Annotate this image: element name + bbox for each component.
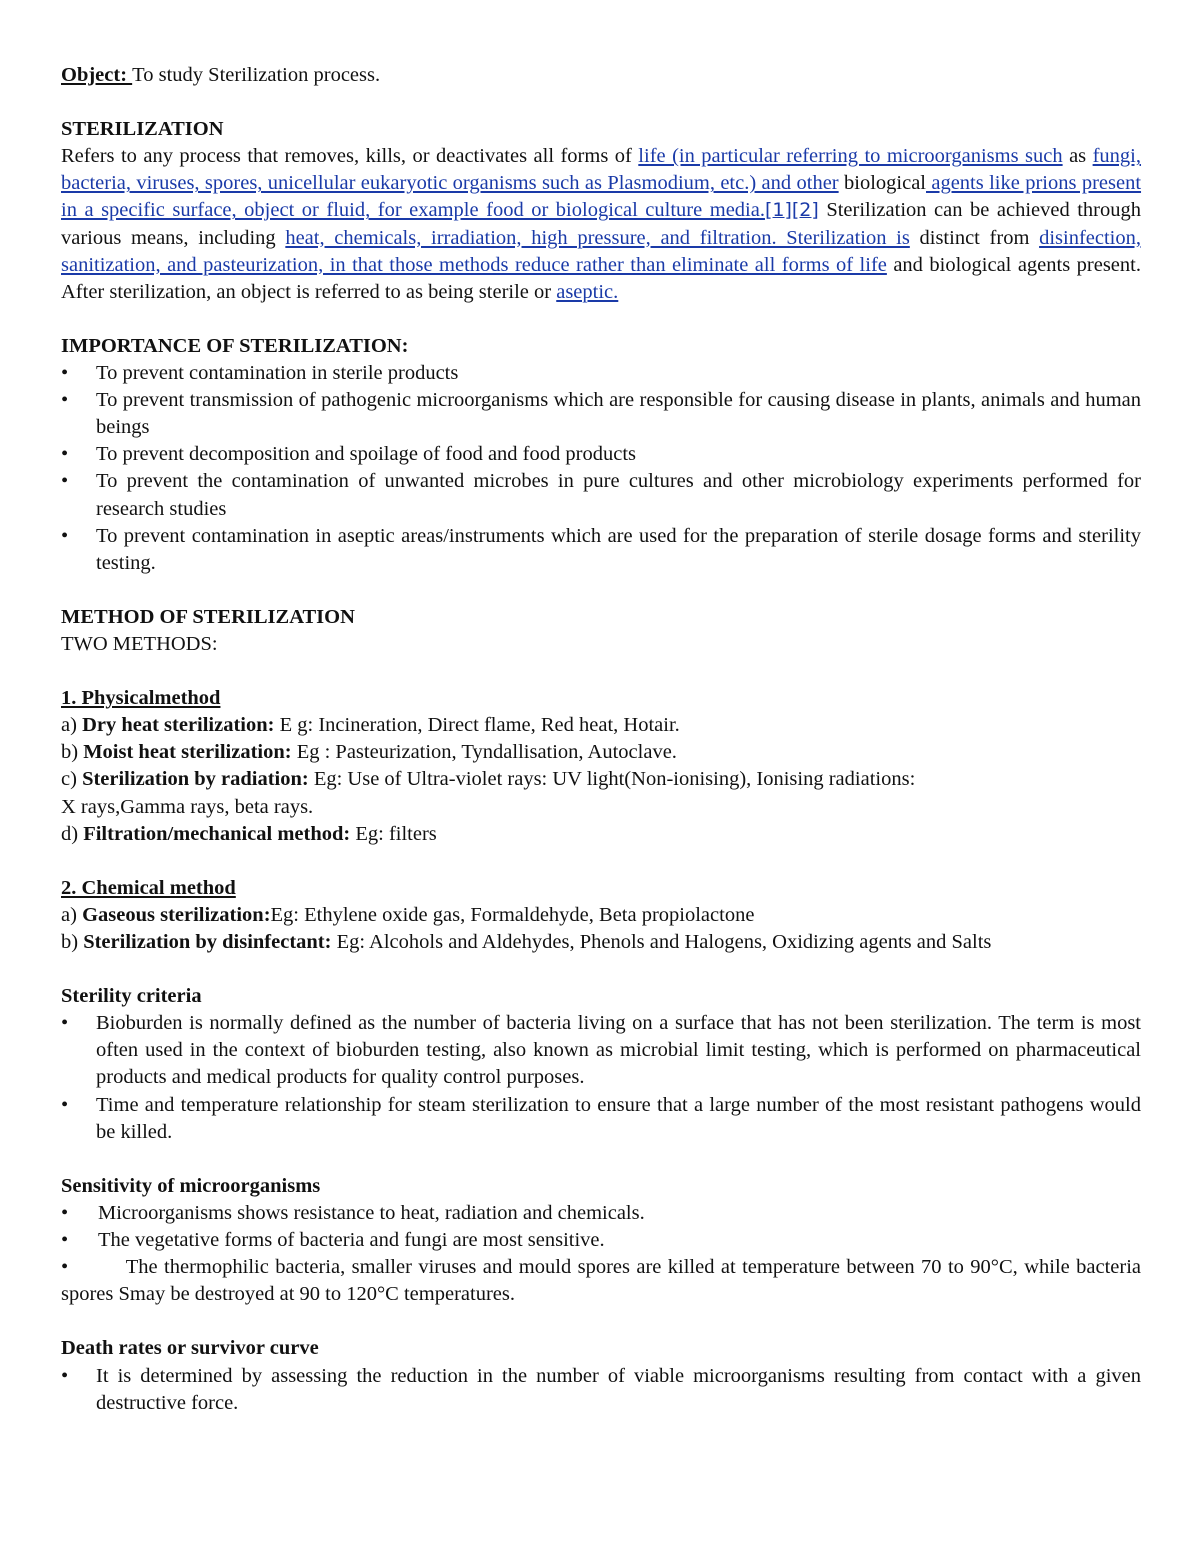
text-run: and biological agents present. After sterilization, an object is referred to as being sterile or bbox=[61, 253, 1141, 303]
list-item: • It is determined by assessing the reduction in the number of viable microorganisms resulting from contact with a given destructive force. bbox=[61, 1363, 1141, 1417]
item-prefix: b) bbox=[61, 741, 84, 764]
death-heading: Death rates or survivor curve bbox=[61, 1337, 319, 1360]
item-label: Gaseous sterilization: bbox=[82, 903, 271, 926]
chemical-item-b bbox=[61, 929, 1141, 956]
physical-item-c bbox=[61, 766, 1141, 793]
item-text: Eg: filters bbox=[350, 822, 437, 845]
link-aseptic[interactable]: aseptic. bbox=[556, 280, 619, 303]
sensitivity-last-item bbox=[61, 1254, 1141, 1308]
item-label: Moist heat sterilization: bbox=[83, 741, 292, 764]
link-fungi[interactable]: fungi, bacteria, viruses, spores, unicellular eukaryotic organisms such as Plasmodium, etc.) and other bbox=[61, 145, 1142, 195]
physical-item-c-continued: X rays,Gamma rays, beta rays. bbox=[61, 795, 314, 818]
list-item: • The vegetative forms of bacteria and fungi are most sensitive. bbox=[61, 1227, 1141, 1254]
text-run: Sterilization can be achieved through various means, including bbox=[61, 199, 1142, 249]
object-text: To study Sterilization process. bbox=[132, 64, 381, 86]
method-heading: METHOD OF STERILIZATION bbox=[61, 605, 355, 628]
list-item: • To prevent decomposition and spoilage of food and food products bbox=[61, 441, 1141, 468]
item-text: E g: Incineration, Direct flame, Red heat, Hotair. bbox=[274, 714, 680, 737]
item-label: Dry heat sterilization: bbox=[82, 714, 275, 737]
item-prefix: c) bbox=[61, 768, 83, 791]
link-agents[interactable]: agents like prions present in a specific surface, object or fluid, for example food or biological culture media. bbox=[61, 172, 1142, 222]
list-item: • To prevent contamination in aseptic areas/instruments which are used for the preparation of sterile dosage forms and sterility testing. bbox=[61, 523, 1141, 577]
document-page bbox=[61, 62, 1141, 1417]
importance-list bbox=[61, 360, 1141, 577]
bullet-glyph: • bbox=[61, 1256, 126, 1279]
chemical-heading: 2. Chemical method bbox=[61, 876, 236, 899]
list-item: • Bioburden is normally defined as the number of bacteria living on a surface that has not been sterilization. The term is most often used in the context of bioburden testing, also known as microbial limit testing, which is performed on pharmaceutical products and medical products for quality control purposes. bbox=[61, 1010, 1141, 1091]
item-text: Eg: Ethylene oxide gas, Formaldehyde, Beta propiolactone bbox=[270, 903, 755, 926]
text-run: biological bbox=[838, 172, 926, 195]
item-label: Sterilization by radiation: bbox=[82, 768, 309, 791]
physical-item-d bbox=[61, 821, 1141, 848]
text-run: distinct from bbox=[909, 226, 1040, 249]
item-text: The thermophilic bacteria, smaller viruses and mould spores are killed at temperature between 70 to 90°C, while bacteria spores Smay be destroyed at 90 to 120°C temperatures. bbox=[61, 1256, 1141, 1306]
link-life[interactable]: life (in particular referring to microorganisms such bbox=[638, 145, 1063, 168]
importance-heading: IMPORTANCE OF STERILIZATION: bbox=[61, 334, 409, 357]
item-prefix: b) bbox=[61, 931, 84, 953]
item-prefix: d) bbox=[61, 822, 84, 845]
text-run: as bbox=[1062, 145, 1093, 168]
method-subheading: TWO METHODS: bbox=[61, 632, 218, 655]
item-label: Filtration/mechanical method: bbox=[83, 822, 351, 845]
reference-link[interactable]: [1][2] bbox=[764, 199, 819, 222]
list-item: • To prevent transmission of pathogenic microorganisms which are responsible for causing disease in plants, animals and human beings bbox=[61, 387, 1141, 441]
death-list bbox=[61, 1363, 1141, 1417]
list-item: • Time and temperature relationship for steam sterilization to ensure that a large number of the most resistant pathogens would be killed. bbox=[61, 1092, 1141, 1146]
list-item: • Microorganisms shows resistance to heat, radiation and chemicals. bbox=[61, 1200, 1141, 1227]
link-disinfection[interactable]: disinfection, sanitization, and pasteurization, in that those methods reduce rather than eliminate all forms of life bbox=[61, 226, 1141, 276]
list-item: • To prevent the contamination of unwanted microbes in pure cultures and other microbiology experiments performed for research studies bbox=[61, 468, 1141, 522]
sterilization-heading: STERILIZATION bbox=[61, 118, 224, 141]
item-prefix: a) bbox=[61, 903, 83, 926]
object-line bbox=[61, 62, 1141, 89]
object-label: Object: bbox=[61, 64, 133, 86]
link-heat[interactable]: heat, chemicals, irradiation, high pressure, and filtration. Sterilization is bbox=[285, 226, 910, 249]
item-text: Eg : Pasteurization, Tyndallisation, Autoclave. bbox=[291, 741, 677, 764]
item-text: Eg: Use of Ultra-violet rays: UV light(Non-ionising), Ionising radiations: bbox=[308, 768, 916, 791]
physical-item-a bbox=[61, 712, 1141, 739]
physical-item-b bbox=[61, 739, 1141, 766]
physical-heading: 1. Physicalmethod bbox=[61, 687, 221, 710]
list-item: • To prevent contamination in sterile products bbox=[61, 360, 1141, 387]
chemical-item-a bbox=[61, 902, 1141, 929]
text-run: Refers to any process that removes, kills, or deactivates all forms of bbox=[61, 145, 639, 168]
sensitivity-heading: Sensitivity of microorganisms bbox=[61, 1174, 321, 1197]
criteria-heading: Sterility criteria bbox=[61, 985, 202, 1008]
item-prefix: a) bbox=[61, 714, 83, 737]
sterilization-paragraph bbox=[61, 143, 1141, 306]
item-label: Sterilization by disinfectant: bbox=[83, 931, 332, 953]
item-text: Eg: Alcohols and Aldehydes, Phenols and Halogens, Oxidizing agents and Salts bbox=[331, 931, 992, 953]
sensitivity-list bbox=[61, 1200, 1141, 1254]
criteria-list bbox=[61, 1010, 1141, 1145]
